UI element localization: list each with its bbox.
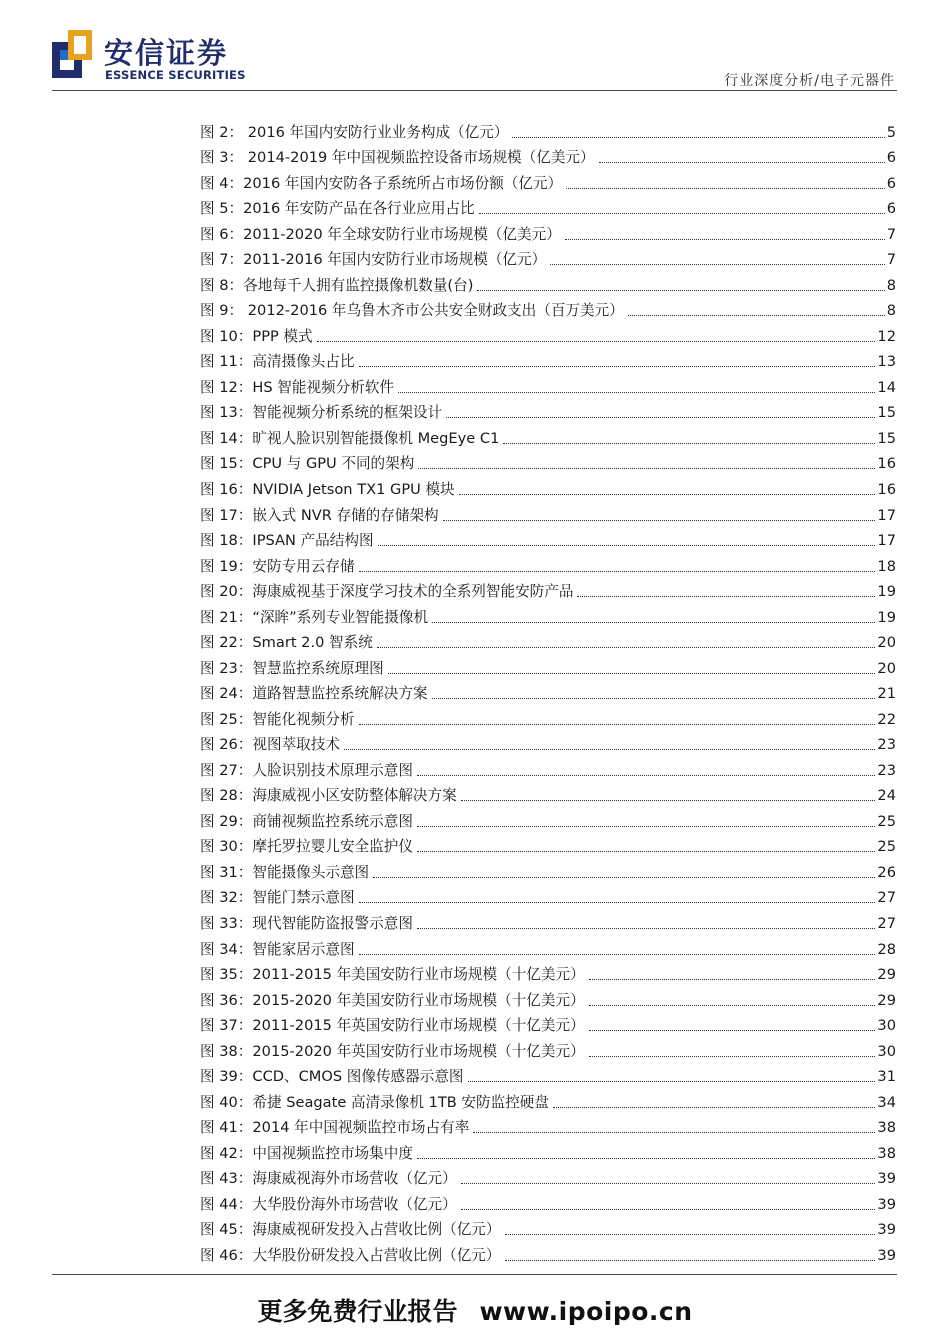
toc-entry-page-number: 18	[877, 557, 896, 575]
toc-entry-page-number: 15	[877, 429, 896, 447]
toc-entry-page-number: 23	[877, 761, 896, 779]
toc-entry-title: 图 24：道路智慧监控系统解决方案	[200, 685, 428, 703]
toc-entry-page-number: 39	[877, 1246, 896, 1264]
toc-entry-page-number: 31	[877, 1068, 896, 1086]
toc-dot-leader	[359, 722, 876, 725]
toc-entry[interactable]	[200, 244, 896, 270]
toc-dot-leader	[432, 620, 875, 623]
toc-entry-title: 图 26：视图萃取技术	[200, 736, 340, 754]
toc-dot-leader	[446, 415, 875, 418]
toc-entry-title: 图 35：2011-2015 年美国安防行业市场规模（十亿美元）	[200, 966, 585, 984]
toc-entry-title: 图 34：智能家居示意图	[200, 940, 355, 958]
toc-entry-title: 图 20：海康威视基于深度学习技术的全系列智能安防产品	[200, 583, 574, 601]
toc-entry[interactable]	[200, 1239, 896, 1265]
toc-entry[interactable]	[200, 550, 896, 576]
toc-dot-leader	[550, 262, 884, 265]
toc-entry[interactable]	[200, 703, 896, 729]
toc-entry-title: 图 29：商铺视频监控系统示意图	[200, 812, 413, 830]
toc-entry-page-number: 15	[877, 404, 896, 422]
toc-entry-page-number: 25	[877, 838, 896, 856]
footer-ad-text: 更多免费行业报告	[257, 1297, 458, 1326]
toc-entry-title: 图 18：IPSAN 产品结构图	[200, 532, 374, 550]
toc-entry-title: 图 16：NVIDIA Jetson TX1 GPU 模块	[200, 480, 455, 498]
toc-entry[interactable]	[200, 780, 896, 806]
toc-entry-title: 图 41：2014 年中国视频监控市场占有率	[200, 1119, 470, 1137]
toc-dot-leader	[377, 645, 876, 648]
toc-dot-leader	[512, 135, 884, 138]
toc-dot-leader	[417, 849, 875, 852]
toc-entry-title: 图 40：希捷 Seagate 高清录像机 1TB 安防监控硬盘	[200, 1093, 549, 1111]
toc-dot-leader	[553, 1105, 875, 1108]
toc-dot-leader	[473, 1130, 875, 1133]
toc-dot-leader	[505, 1232, 876, 1235]
toc-entry-page-number: 17	[877, 532, 896, 550]
toc-entry[interactable]	[200, 754, 896, 780]
toc-entry[interactable]	[200, 627, 896, 653]
toc-entry[interactable]	[200, 1188, 896, 1214]
toc-entry[interactable]	[200, 320, 896, 346]
toc-dot-leader	[398, 390, 875, 393]
toc-entry-page-number: 39	[877, 1221, 896, 1239]
toc-entry[interactable]	[200, 397, 896, 423]
toc-dot-leader	[359, 569, 876, 572]
toc-dot-leader	[344, 747, 875, 750]
toc-dot-leader	[503, 441, 875, 444]
toc-entry-page-number: 30	[877, 1042, 896, 1060]
toc-entry-page-number: 19	[877, 608, 896, 626]
toc-entry[interactable]	[200, 1112, 896, 1138]
toc-entry-title: 图 25：智能化视频分析	[200, 710, 355, 728]
toc-entry-page-number: 8	[886, 276, 896, 294]
toc-entry[interactable]	[200, 959, 896, 985]
toc-dot-leader	[628, 313, 885, 316]
toc-entry[interactable]	[200, 882, 896, 908]
footer-advertisement	[0, 1292, 950, 1328]
toc-entry-title: 图 11：高清摄像头占比	[200, 353, 355, 371]
toc-entry-page-number: 27	[877, 889, 896, 907]
toc-entry[interactable]	[200, 422, 896, 448]
toc-dot-leader	[388, 671, 876, 674]
brand-name-cn: 安信证券	[104, 36, 229, 70]
toc-entry-title: 图 21：“深眸”系列专业智能摄像机	[200, 608, 429, 626]
toc-entry-title: 图 7：2011-2016 年国内安防行业市场规模（亿元）	[200, 251, 547, 269]
toc-entry-page-number: 13	[877, 353, 896, 371]
toc-entry[interactable]	[200, 1035, 896, 1061]
toc-entry-page-number: 17	[877, 506, 896, 524]
toc-dot-leader	[599, 160, 885, 163]
essence-logo-icon	[52, 30, 92, 78]
toc-dot-leader	[373, 875, 875, 878]
toc-entry-title: 图 9： 2012-2016 年乌鲁木齐市公共安全财政支出（百万美元）	[200, 302, 624, 320]
toc-entry-title: 图 2： 2016 年国内安防行业业务构成（亿元）	[200, 123, 509, 141]
page-header	[0, 0, 950, 92]
toc-dot-leader	[417, 926, 875, 929]
toc-entry-title: 图 19：安防专用云存储	[200, 557, 355, 575]
toc-entry-page-number: 14	[877, 378, 896, 396]
toc-dot-leader	[359, 364, 876, 367]
toc-entry-page-number: 30	[877, 1017, 896, 1035]
toc-entry[interactable]	[200, 1086, 896, 1112]
toc-dot-leader	[417, 773, 875, 776]
toc-entry-title: 图 12：HS 智能视频分析软件	[200, 378, 395, 396]
toc-entry-title: 图 31：智能摄像头示意图	[200, 863, 370, 881]
toc-entry-page-number: 16	[877, 480, 896, 498]
toc-dot-leader	[577, 594, 875, 597]
toc-dot-leader	[477, 288, 884, 291]
toc-dot-leader	[589, 977, 876, 980]
toc-entry-page-number: 34	[877, 1093, 896, 1111]
toc-dot-leader	[317, 339, 876, 342]
toc-entry[interactable]	[200, 831, 896, 857]
brand-name-en: ESSENCE SECURITIES	[105, 68, 246, 82]
toc-entry[interactable]	[200, 576, 896, 602]
toc-entry[interactable]	[200, 1214, 896, 1240]
toc-entry-page-number: 6	[886, 200, 896, 218]
toc-entry-page-number: 27	[877, 915, 896, 932]
toc-entry[interactable]	[200, 193, 896, 219]
toc-entry-page-number: 20	[877, 659, 896, 677]
toc-dot-leader	[479, 211, 885, 214]
toc-entry-title: 图 45：海康威视研发投入占营收比例（亿元）	[200, 1221, 501, 1239]
toc-entry[interactable]	[200, 933, 896, 959]
toc-dot-leader	[589, 1028, 876, 1031]
toc-entry-page-number: 7	[886, 225, 896, 243]
toc-dot-leader	[589, 1003, 876, 1006]
toc-dot-leader	[443, 518, 876, 521]
toc-entry-title: 图 17：嵌入式 NVR 存储的存储架构	[200, 506, 439, 524]
toc-entry-page-number: 29	[877, 966, 896, 984]
toc-entry-title: 图 4：2016 年国内安防各子系统所占市场份额（亿元）	[200, 174, 563, 192]
toc-entry-page-number: 20	[877, 634, 896, 652]
toc-entry-title: 图 42：中国视频监控市场集中度	[200, 1144, 413, 1162]
toc-entry-page-number: 25	[877, 812, 896, 830]
header-divider	[52, 90, 897, 91]
toc-entry-page-number: 6	[886, 149, 896, 167]
toc-entry[interactable]	[200, 525, 896, 551]
toc-entry-title: 图 8：各地每千人拥有监控摄像机数量(台)	[200, 276, 474, 294]
toc-dot-leader	[378, 543, 876, 546]
toc-entry-title: 图 14：旷视人脸识别智能摄像机 MegEye C1	[200, 429, 500, 447]
toc-entry-title: 图 6：2011-2020 年全球安防行业市场规模（亿美元）	[200, 225, 561, 243]
report-type-label: 行业深度分析/电子元器件	[724, 73, 895, 89]
toc-dot-leader	[566, 186, 885, 189]
toc-dot-leader	[468, 1079, 876, 1082]
toc-entry-title: 图 10：PPP 模式	[200, 327, 313, 345]
toc-entry[interactable]	[200, 729, 896, 755]
toc-dot-leader	[417, 1156, 875, 1159]
toc-entry[interactable]	[200, 346, 896, 372]
toc-entry-title: 图 39：CCD、CMOS 图像传感器示意图	[200, 1068, 464, 1086]
toc-entry-title: 图 38：2015-2020 年英国安防行业市场规模（十亿美元）	[200, 1042, 585, 1060]
toc-entry-title: 图 43：海康威视海外市场营收（亿元）	[200, 1170, 457, 1188]
toc-entry-title: 图 23：智慧监控系统原理图	[200, 659, 384, 677]
toc-dot-leader	[418, 466, 875, 469]
toc-entry-page-number: 39	[877, 1195, 896, 1213]
toc-dot-leader	[505, 1258, 876, 1261]
toc-entry-title: 图 5：2016 年安防产品在各行业应用占比	[200, 200, 475, 218]
toc-dot-leader	[359, 952, 876, 955]
toc-entry[interactable]	[200, 116, 896, 142]
toc-entry-title: 图 36：2015-2020 年美国安防行业市场规模（十亿美元）	[200, 991, 585, 1009]
toc-entry-page-number: 39	[877, 1170, 896, 1188]
toc-entry-title: 图 37：2011-2015 年英国安防行业市场规模（十亿美元）	[200, 1017, 585, 1035]
toc-entry[interactable]	[200, 269, 896, 295]
toc-entry-title: 图 22：Smart 2.0 智系统	[200, 634, 373, 652]
toc-entry[interactable]	[200, 371, 896, 397]
toc-entry[interactable]	[200, 805, 896, 831]
toc-dot-leader	[589, 1054, 876, 1057]
toc-entry-title: 图 46：大华股份研发投入占营收比例（亿元）	[200, 1246, 501, 1264]
toc-dot-leader	[417, 824, 875, 827]
toc-dot-leader	[461, 1181, 876, 1184]
toc-entry[interactable]	[200, 1010, 896, 1036]
toc-entry-title: 图 3： 2014-2019 年中国视频监控设备市场规模（亿美元）	[200, 149, 595, 167]
toc-dot-leader	[432, 696, 876, 699]
toc-entry-page-number: 23	[877, 736, 896, 754]
toc-entry-title: 图 33：现代智能防盗报警示意图	[200, 915, 413, 932]
toc-entry-page-number: 5	[886, 123, 896, 141]
toc-entry[interactable]	[200, 856, 896, 882]
toc-entry-page-number: 6	[886, 174, 896, 192]
toc-entry-title: 图 30：摩托罗拉婴儿安全监护仪	[200, 838, 413, 856]
toc-entry[interactable]	[200, 142, 896, 168]
toc-dot-leader	[565, 237, 885, 240]
toc-entry-page-number: 24	[877, 787, 896, 805]
toc-entry-page-number: 22	[877, 710, 896, 728]
toc-dot-leader	[461, 1207, 876, 1210]
toc-entry-page-number: 29	[877, 991, 896, 1009]
toc-dot-leader	[461, 798, 876, 801]
toc-entry-title: 图 27：人脸识别技术原理示意图	[200, 761, 413, 779]
toc-entry[interactable]	[200, 984, 896, 1010]
toc-entry-page-number: 28	[877, 940, 896, 958]
toc-entry-title: 图 28：海康威视小区安防整体解决方案	[200, 787, 457, 805]
toc-entry[interactable]	[200, 601, 896, 627]
toc-entry-title: 图 13：智能视频分析系统的框架设计	[200, 404, 443, 422]
toc-entry[interactable]	[200, 448, 896, 474]
toc-entry[interactable]	[200, 678, 896, 704]
toc-entry-title: 图 44：大华股份海外市场营收（亿元）	[200, 1195, 457, 1213]
toc-entry[interactable]	[200, 473, 896, 499]
toc-entry-page-number: 38	[877, 1144, 896, 1162]
toc-entry[interactable]	[200, 652, 896, 678]
toc-dot-leader	[459, 492, 876, 495]
toc-dot-leader	[359, 900, 876, 903]
footer-url-link[interactable]: www.ipoipo.cn	[479, 1297, 693, 1326]
toc-entry-page-number: 16	[877, 455, 896, 473]
toc-entry-title: 图 32：智能门禁示意图	[200, 889, 355, 907]
toc-entry-page-number: 26	[877, 863, 896, 881]
toc-entry-page-number: 19	[877, 583, 896, 601]
toc-entry[interactable]	[200, 1163, 896, 1189]
toc-entry-page-number: 38	[877, 1119, 896, 1137]
toc-entry[interactable]	[200, 1137, 896, 1163]
toc-entry[interactable]	[200, 295, 896, 321]
toc-entry[interactable]	[200, 907, 896, 933]
toc-entry[interactable]	[200, 1061, 896, 1087]
toc-entry[interactable]	[200, 499, 896, 525]
toc-entry-page-number: 12	[877, 327, 896, 345]
toc-entry-title: 图 15：CPU 与 GPU 不同的架构	[200, 455, 415, 473]
toc-entry-page-number: 7	[886, 251, 896, 269]
toc-entry-page-number: 8	[886, 302, 896, 320]
toc-entry[interactable]	[200, 218, 896, 244]
figure-table-of-contents	[200, 116, 896, 1265]
toc-entry[interactable]	[200, 167, 896, 193]
toc-entry-page-number: 21	[877, 685, 896, 703]
footer-divider	[52, 1274, 897, 1275]
